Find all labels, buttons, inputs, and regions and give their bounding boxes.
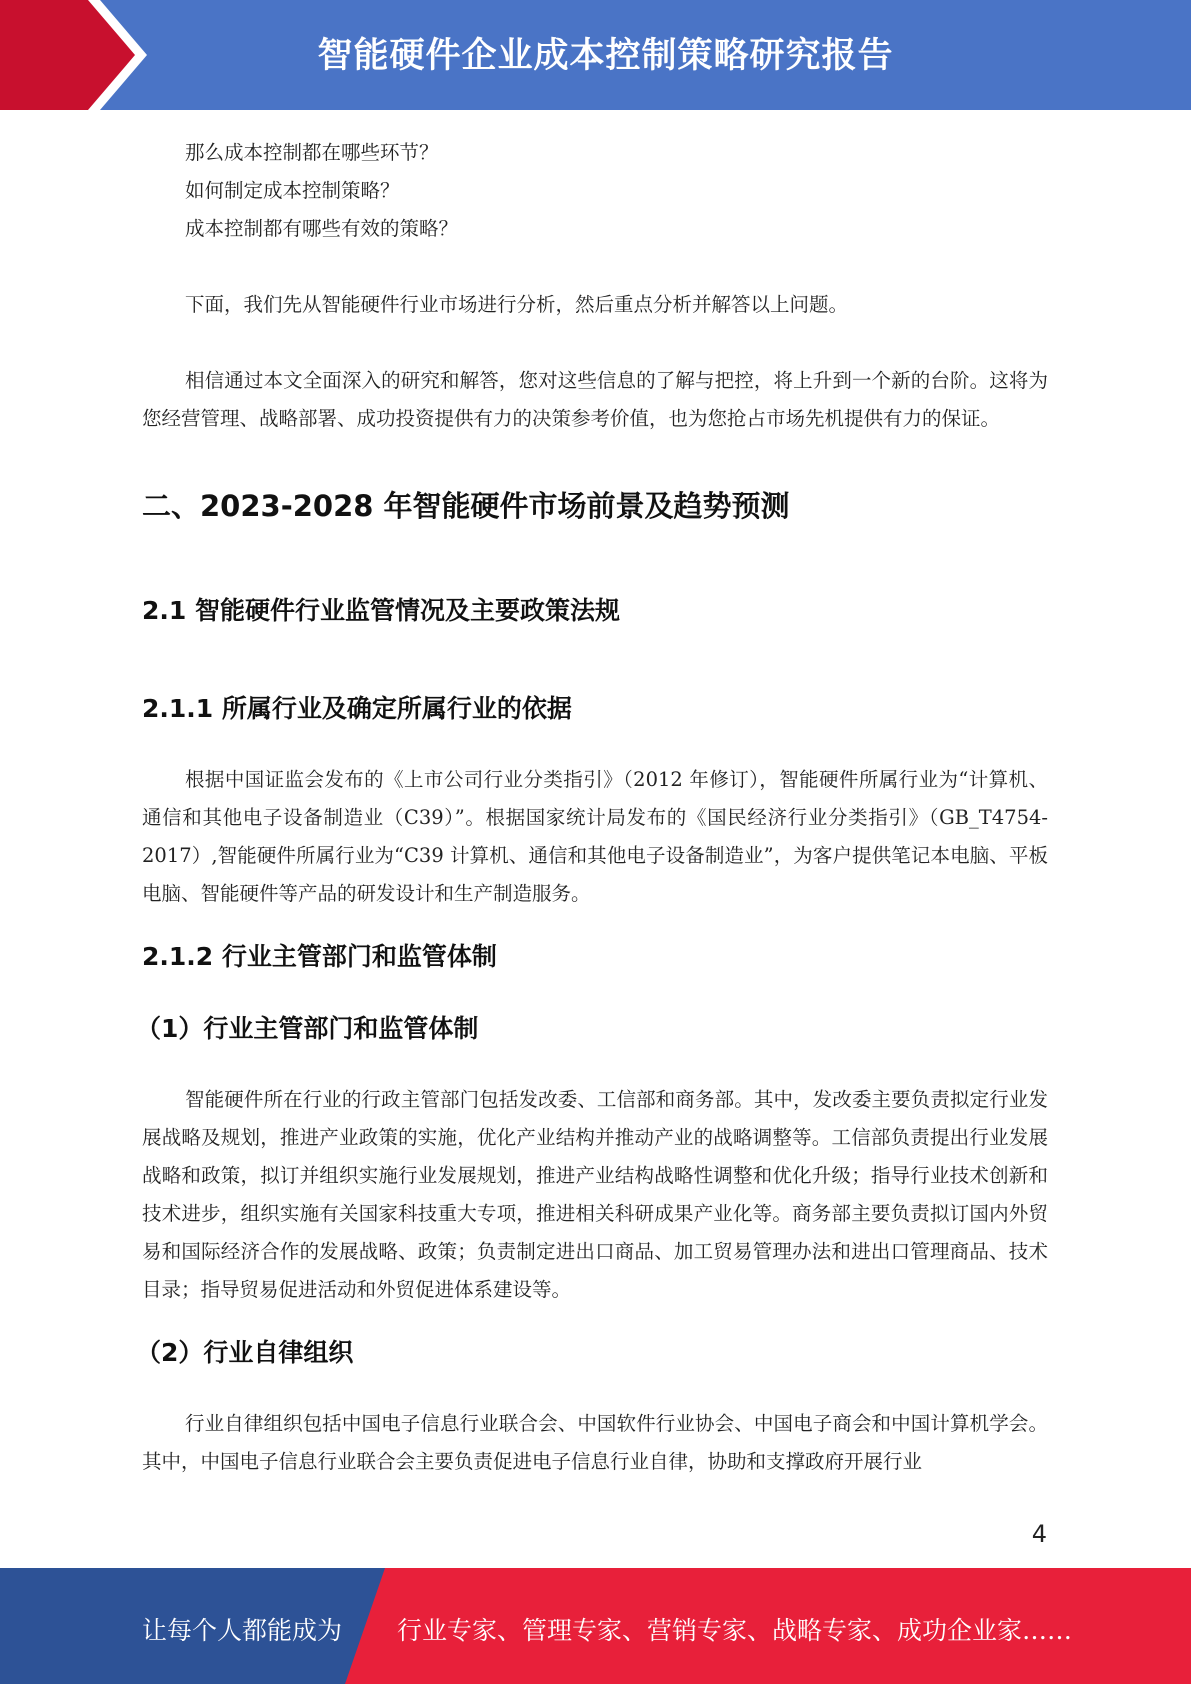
authority-paragraph: 智能硬件所在行业的行政主管部门包括发改委、工信部和商务部。其中，发改委主要负责拟定行业发展战略及规划，推进产业政策的实施，优化产业结构并推动产业的战略调整等。工信部负责提出行业发展战略和政策，拟订并组织实施行业发展规划，推进产业结构战略性调整和优化升级；指导行业技术创新和技术进步，组织实施有关国家科技重大专项，推进相关科研成果产业化等。商务部主要负责拟订国内外贸易和国际经济合作的发展战略、政策；负责制定进出口商品、加工贸易管理办法和进出口管理商品、技术目录；指导贸易促进活动和外贸促进体系建设等。	[142, 1088, 1048, 1301]
page-footer	[0, 1568, 1191, 1684]
industry-basis-paragraph: 根据中国证监会发布的《上市公司行业分类指引》（2012 年修订），智能硬件所属行业为“计算机、通信和其他电子设备制造业（C39）”。根据国家统计局发布的《国民经济行业分类指引》（GB_T4754-2017）,智能硬件所属行业为“C39 计算机、通信和其他电子设备制造业”，为客户提供笔记本电脑、平板电脑、智能硬件等产品的研发设计和生产制造服务。	[142, 768, 1048, 905]
question-1: 那么成本控制都在哪些环节？	[185, 141, 439, 164]
header-title: 智能硬件企业成本控制策略研究报告	[317, 36, 894, 76]
subsubsection-heading-2-1-1: 2.1.1 所属行业及确定所属行业的依据	[142, 694, 572, 723]
page-header	[0, 0, 1191, 110]
part-heading-2: （2）行业自律组织	[136, 1338, 354, 1367]
question-2: 如何制定成本控制策略？	[185, 179, 400, 202]
subsection-heading: 2.1 智能硬件行业监管情况及主要政策法规	[142, 596, 620, 625]
section-heading: 二、2023-2028 年智能硬件市场前景及趋势预测	[142, 489, 790, 523]
promise-paragraph: 相信通过本文全面深入的研究和解答，您对这些信息的了解与把控，将上升到一个新的台阶。这将为您经营管理、战略部署、成功投资提供有力的决策参考价值，也为您抢占市场先机提供有力的保证。	[142, 369, 1048, 430]
page-number: 4	[1031, 1520, 1047, 1548]
self-regulation-paragraph: 行业自律组织包括中国电子信息行业联合会、中国软件行业协会、中国电子商会和中国计算机学会。其中，中国电子信息行业联合会主要负责促进电子信息行业自律，协助和支撑政府开展行业	[142, 1412, 1048, 1473]
subsubsection-heading-2-1-2: 2.1.2 行业主管部门和监管体制	[142, 942, 497, 971]
footer-slogan-left: 让每个人都能成为	[142, 1616, 343, 1645]
intro-paragraph: 下面，我们先从智能硬件行业市场进行分析，然后重点分析并解答以上问题。	[185, 293, 849, 316]
footer-slogan-right: 行业专家、管理专家、营销专家、战略专家、成功企业家……	[397, 1616, 1073, 1645]
question-3: 成本控制都有哪些有效的策略？	[185, 217, 459, 240]
part-heading-1: （1）行业主管部门和监管体制	[136, 1014, 479, 1043]
page-content	[136, 134, 1048, 1481]
